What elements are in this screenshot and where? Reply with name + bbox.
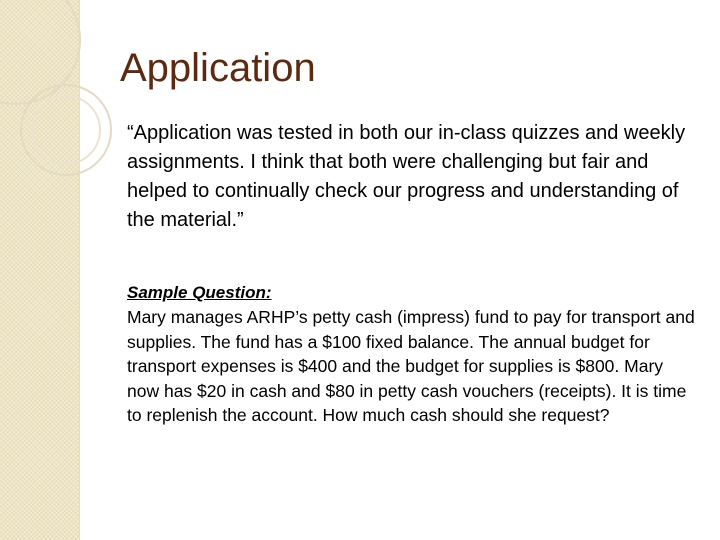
decorative-circle-medium xyxy=(21,85,111,175)
sample-question-text: Mary manages ARHP’s petty cash (impress) fund to pay for transport and supplies. The fund has a $100 fixed balance. The annual budget for transport expenses is $400 and the budget for supplies is $800. Mary now has $20 in cash and $80 in petty cash vouchers (receipts). It is time to replenish the account. How much cash should she request? xyxy=(127,307,695,425)
decorative-circle-large xyxy=(0,0,80,104)
decorative-circle-small xyxy=(32,96,100,164)
sample-question-heading: Sample Question: xyxy=(127,283,272,302)
student-quote: “Application was tested in both our in-class quizzes and weekly assignments. I think that both were challenging but fair and helped to continually check our progress and understanding of the material.” xyxy=(127,122,686,231)
slide-title: Application xyxy=(120,46,316,90)
